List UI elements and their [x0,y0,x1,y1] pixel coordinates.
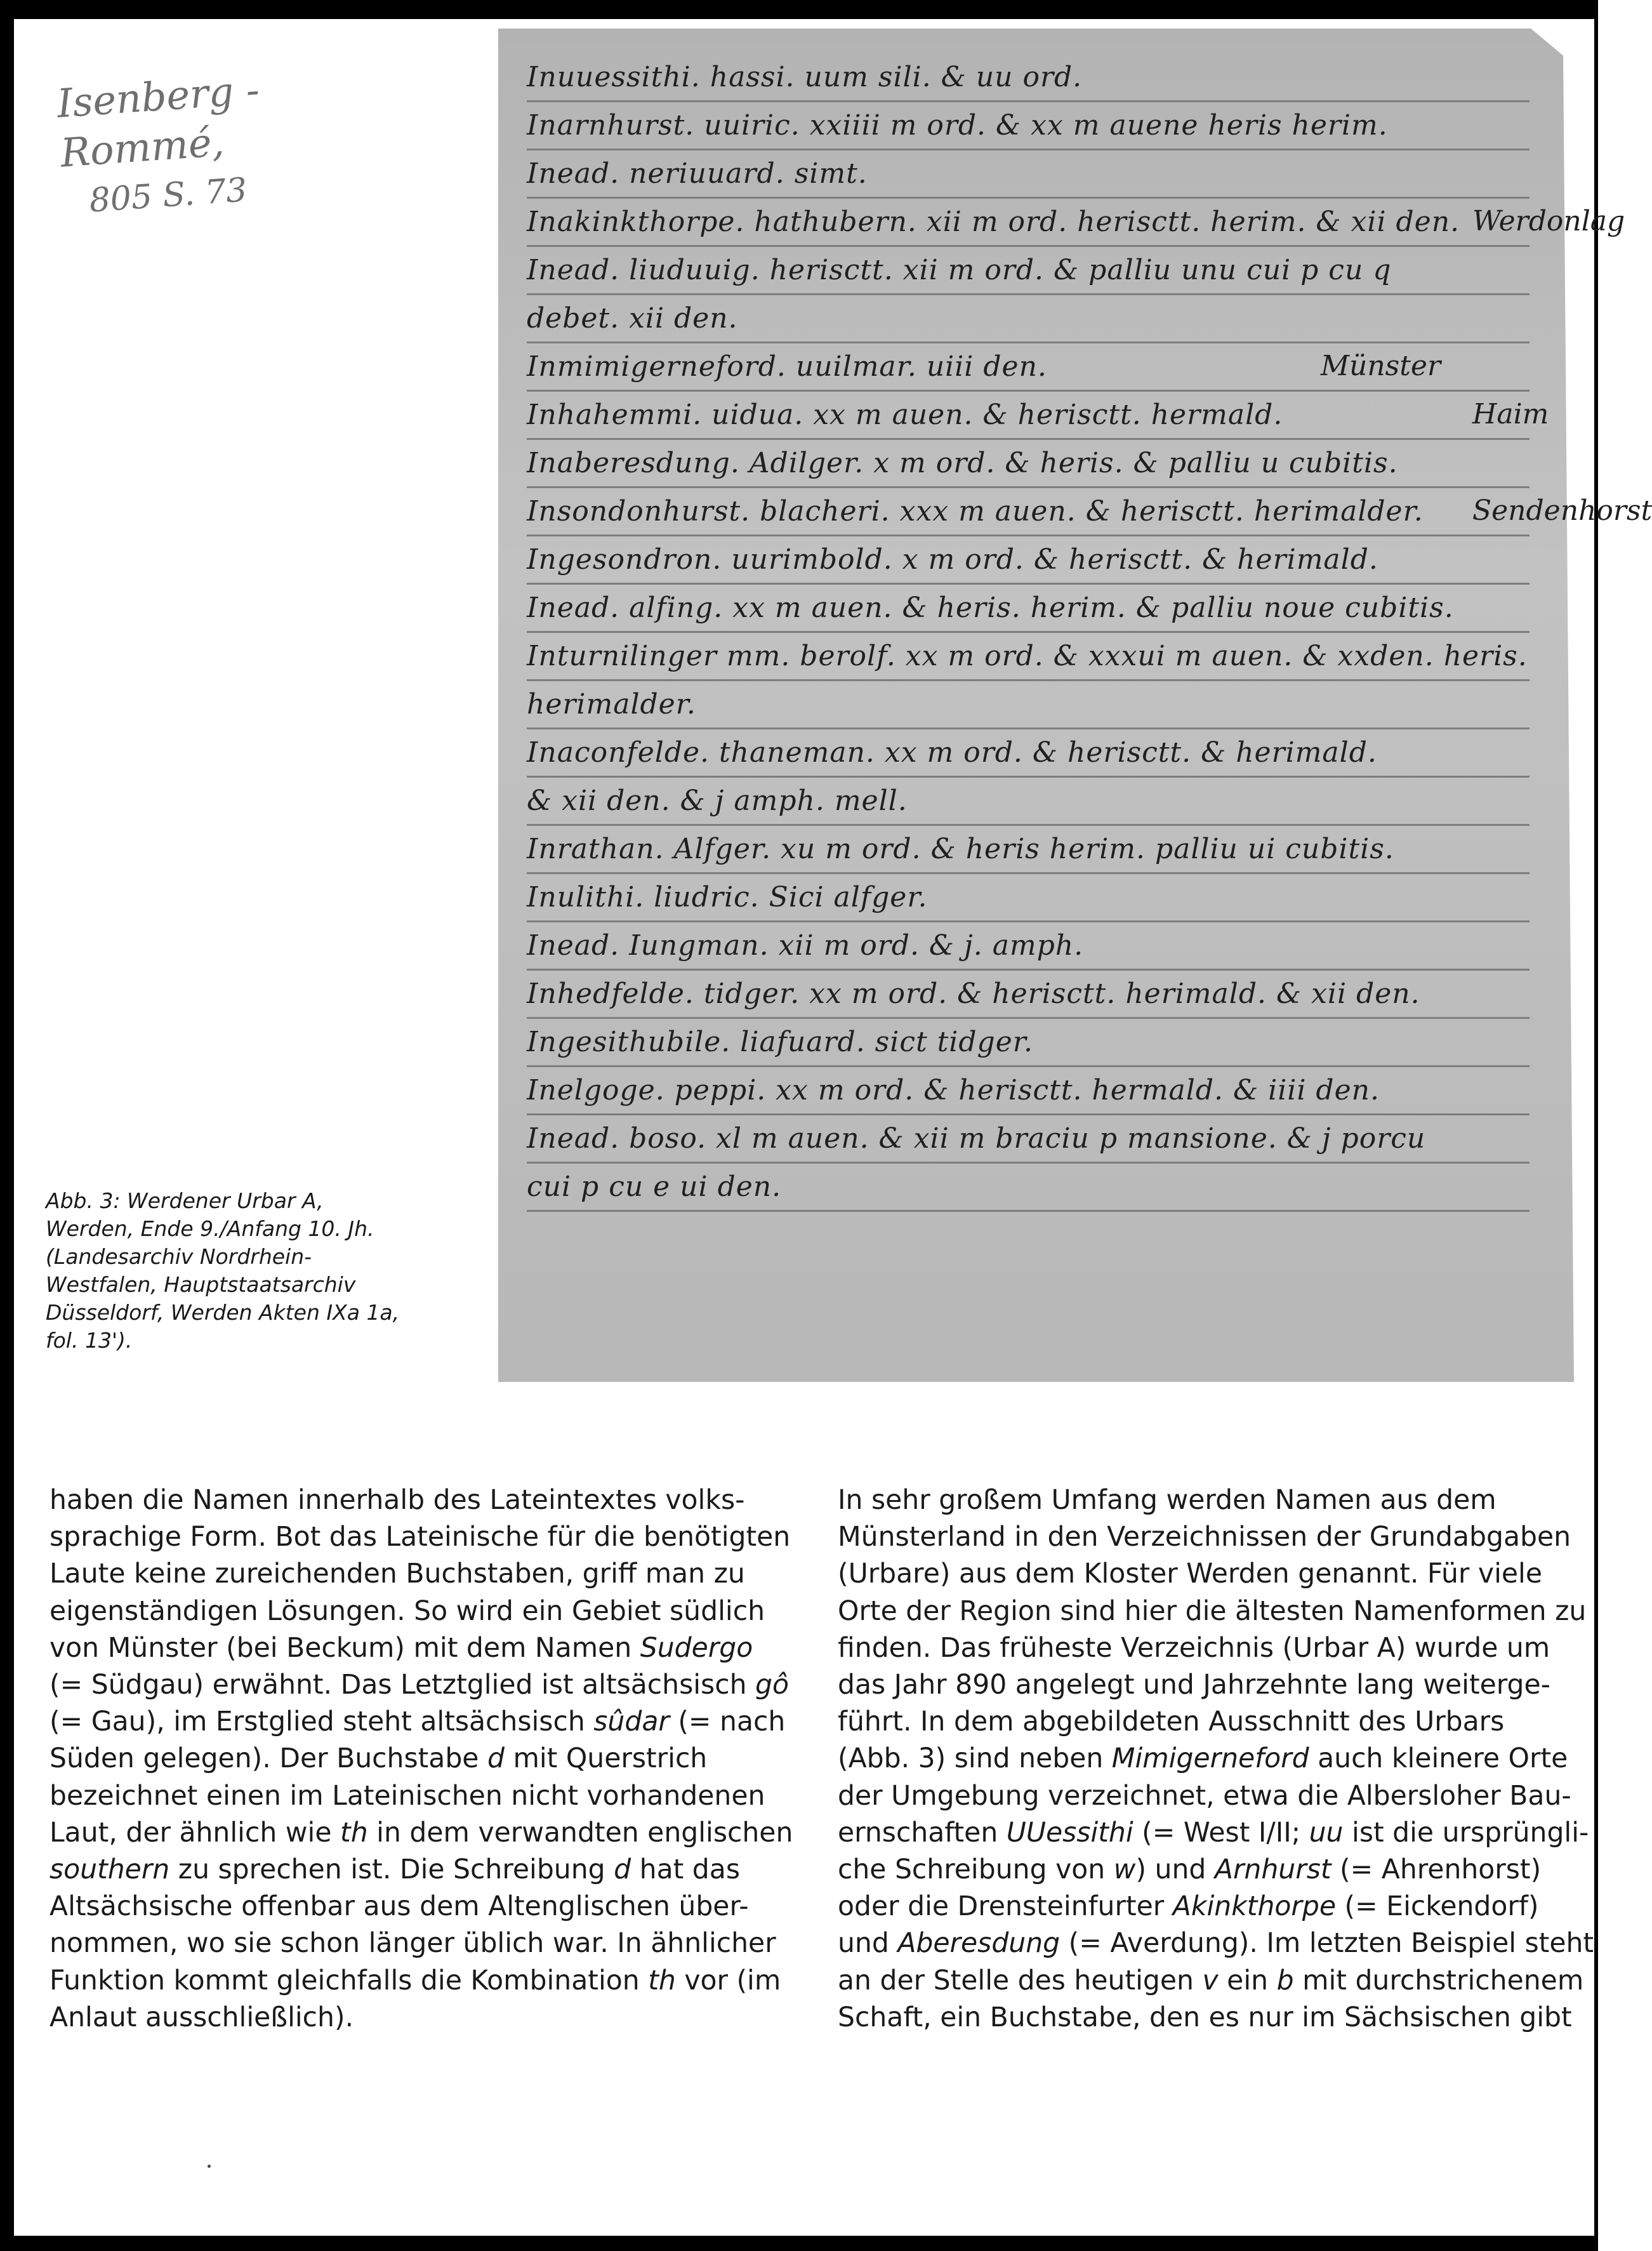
text-segment: ) und [1135,1854,1215,1886]
italic-term: w [1113,1854,1136,1886]
text-segment: auch kleinere Orte [1309,1743,1568,1775]
text-line [838,1889,1587,1925]
italic-term: uu [1309,1817,1344,1849]
text-segment: mit durchstrichenem [1293,1965,1584,1996]
caption-line: (Landesarchiv Nordrhein- [46,1244,312,1269]
text-segment: in dem verwandten englischen [367,1817,793,1849]
italic-term: d [487,1743,505,1775]
text-line: Laute keine zureichenden Buchstaben, griff man zu [50,1558,745,1590]
text-segment: ein [1218,1965,1277,1996]
text-line: Anlaut ausschließlich). [50,2002,354,2033]
manuscript-margin-note: Sendenhorst [1472,495,1652,527]
italic-term: b [1276,1965,1294,1996]
text-line [838,1852,1587,1889]
text-line: sprachige Form. Bot das Lateinische für die benötigten [50,1522,791,1553]
manuscript-line: Inhahemmi. uidua. xx m auen. & herisctt. hermald. [527,392,1530,440]
caption-line: Werden, Ende 9./Anfang 10. Jh. [46,1216,374,1241]
manuscript-line: cui p cu e ui den. [527,1164,1530,1212]
text-line: finden. Das früheste Verzeichnis (Urbar A) wurde um [838,1632,1550,1664]
italic-term: Arnhurst [1214,1854,1332,1886]
text-segment: ist die ursprüngli- [1343,1817,1589,1849]
manuscript-lines [527,54,1530,1212]
text-line [838,1963,1587,2000]
manuscript-line: Inead. neriuuard. simt. [527,150,1530,199]
italic-term: southern [50,1854,170,1886]
text-segment: hat das [631,1854,740,1886]
text-line [50,1630,773,1667]
text-segment: mit Querstrich [504,1743,708,1775]
manuscript-line: Ingesondron. uurimbold. x m ord. & herisctt. & herimald. [527,536,1530,585]
italic-term: sûdar [593,1706,670,1738]
text-segment: und [838,1928,898,1960]
text-line [838,1925,1594,1962]
manuscript-line: Ingesithubile. liafuard. sict tidger. [527,1019,1530,1067]
manuscript-line: debet. xii den. [527,295,1530,343]
manuscript-line: Inead. boso. xl m auen. & xii m braciu p mansione. & j porcu [527,1115,1530,1164]
text-segment: Funktion kommt gleichfalls die Kombination [50,1965,649,1996]
text-line: führt. In dem abgebildeten Ausschnitt des Urbars [838,1706,1505,1738]
text-line: Altsächsische offenbar aus dem Altenglischen über- [50,1891,749,1923]
text-segment: (Abb. 3) sind neben [838,1743,1112,1775]
text-line: (Urbare) aus dem Kloster Werden genannt. Für viele [838,1558,1542,1590]
manuscript-line: herimalder. [527,681,1530,729]
text-line: Schaft, ein Buchstabe, den es nur im Sächsischen gibt [838,2002,1572,2033]
manuscript-line: Inhedfelde. tidger. xx m ord. & herisctt. herimald. & xii den. [527,971,1530,1019]
scan-speck [208,2165,211,2168]
caption-line: fol. 13'). [46,1328,133,1353]
text-segment: (= Averdung). Im letzten Beispiel steht [1060,1928,1594,1960]
italic-term: Akinkthorpe [1172,1891,1337,1923]
manuscript-line: Inmimigerneford. uuilmar. uiii den. [527,343,1530,392]
manuscript-margin-note: Haim [1472,398,1549,430]
text-segment: (= Südgau) erwähnt. Das Letztglied ist altsächsisch [50,1670,756,1701]
manuscript-line: Insondonhurst. blacheri. xxx m auen. & herisctt. herimalder. [527,488,1530,536]
text-line: eigenständigen Lösungen. So wird ein Gebiet südlich [50,1595,765,1627]
pencil-line-2: 805 S. 73 [88,171,249,220]
manuscript-line: Inead. Iungman. xii m ord. & j. amph. [527,922,1530,971]
text-segment: (= Eickendorf) [1336,1891,1539,1923]
text-segment: oder die Drensteinfurter [838,1891,1173,1923]
italic-term: d [614,1854,631,1886]
italic-term: Sudergo [640,1632,753,1664]
text-segment: (= West I/II; [1133,1817,1309,1849]
text-line: nommen, wo sie schon länger üblich war. In ähnlicher [50,1928,776,1960]
text-line: Münsterland in den Verzeichnissen der Grundabgaben [838,1522,1571,1553]
text-segment: (= Gau), im Erstglied steht altsächsisch [50,1706,594,1738]
text-line [50,1815,793,1852]
manuscript-line: Inaconfelde. thaneman. xx m ord. & herisctt. & herimald. [527,729,1530,778]
manuscript-line: Inead. alfing. xx m auen. & heris. herim. & palliu noue cubitis. [527,585,1530,633]
pencil-annotation [55,61,331,228]
text-segment: ernschaften [838,1817,1007,1849]
text-segment: zu sprechen ist. Die Schreibung [169,1854,614,1886]
manuscript-line: Inaberesdung. Adilger. x m ord. & heris. & palliu u cubitis. [527,440,1530,488]
italic-term: Mimigerneford [1111,1743,1309,1775]
manuscript-line: Inulithi. liudric. Sici alfger. [527,874,1530,922]
text-segment: che Schreibung von [838,1854,1114,1886]
manuscript-line: & xii den. & j amph. mell. [527,778,1530,826]
italic-term: v [1202,1965,1219,1996]
caption-line: Abb. 3: Werdener Urbar A, [46,1188,324,1213]
text-line: In sehr großem Umfang werden Namen aus dem [838,1485,1497,1516]
manuscript-line: Inuuessithi. hassi. uum sili. & uu ord. [527,54,1530,102]
caption-line: Westfalen, Hauptstaatsarchiv [46,1272,356,1297]
italic-term: Aberesdung [897,1928,1061,1960]
text-segment: (= Ahrenhorst) [1331,1854,1542,1886]
manuscript-margin-note: Werdonlag [1472,205,1625,237]
manuscript-margin-note: Münster [1320,350,1441,382]
text-line [50,1704,786,1741]
text-line [838,1741,1587,1777]
text-line: das Jahr 890 angelegt und Jahrzehnte lang weiterge- [838,1670,1550,1701]
text-line: haben die Namen innerhalb des Lateintextes volks- [50,1485,745,1516]
text-column-right [838,1482,1594,2036]
text-segment: (= nach [669,1706,786,1738]
italic-term: UUessithi [1006,1817,1133,1849]
manuscript-line: Inturnilinger mm. berolf. xx m ord. & xxxui m auen. & xxden. heris. [527,633,1530,681]
caption-line: Düsseldorf, Werden Akten IXa 1a, [46,1300,400,1325]
text-segment: vor (im [675,1965,781,1996]
text-line [50,1741,773,1777]
text-line [838,1815,1587,1852]
italic-term: gô [755,1670,789,1701]
text-segment: Laut, der ähnlich wie [50,1817,341,1849]
text-line: bezeichnet einen im Lateinischen nicht vorhandenen [50,1780,765,1812]
italic-term: th [340,1817,368,1849]
text-line: der Umgebung verzeichnet, etwa die Albersloher Bau- [838,1780,1571,1812]
text-segment: Süden gelegen). Der Buchstabe [50,1743,487,1775]
manuscript-line: Inarnhurst. uuiric. xxiiii m ord. & xx m auene heris herim. [527,102,1530,150]
text-line: Orte der Region sind hier die ältesten Namenformen zu [838,1595,1587,1627]
manuscript-line: Inead. liuduuig. herisctt. xii m ord. & palliu unu cui p cu q [527,247,1530,295]
italic-term: th [648,1965,676,1996]
text-column-left [50,1482,793,2036]
text-segment: von Münster (bei Beckum) mit dem Namen [50,1632,640,1664]
text-line [50,1963,781,2000]
pencil-line-1: Isenberg - Rommé, [55,66,261,176]
manuscript-line: Inakinkthorpe. hathubern. xii m ord. herisctt. herim. & xii den. [527,199,1530,247]
text-segment: an der Stelle des heutigen [838,1965,1203,1996]
figure-caption [46,1187,452,1355]
text-line [50,1852,773,1889]
manuscript-image [498,29,1652,1382]
text-line [50,1667,789,1704]
manuscript-line: Inelgoge. peppi. xx m ord. & herisctt. hermald. & iiii den. [527,1067,1530,1115]
manuscript-line: Inrathan. Alfger. xu m ord. & heris herim. palliu ui cubitis. [527,826,1530,874]
